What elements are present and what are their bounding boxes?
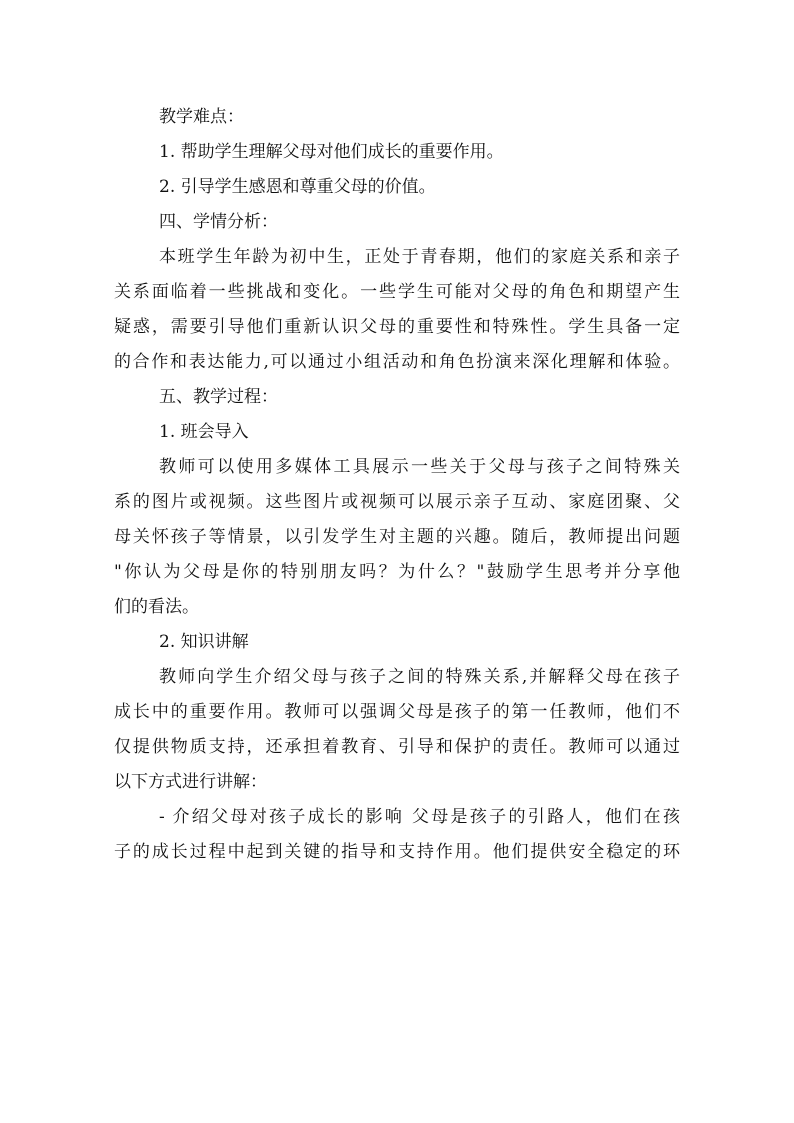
text-line: "你认为父母是你的特别朋友吗？为什么？"鼓励学生思考并分享他 [114, 562, 680, 582]
text-line: 仅提供物质支持，还承担着教育、引导和保护的责任。教师可以通过 [114, 737, 680, 757]
text-line: 们的看法。 [114, 597, 199, 617]
text-line: - 介绍父母对孩子成长的影响 父母是孩子的引路人，他们在孩 [159, 807, 680, 827]
text-line: 2. 引导学生感恩和尊重父母的价值。 [159, 177, 436, 197]
text-line: 的合作和表达能力,可以通过小组活动和角色扮演来深化理解和体验。 [114, 352, 680, 372]
text-line: 母关怀孩子等情景，以引发学生对主题的兴趣。随后，教师提出问题 [114, 527, 680, 547]
document-body [114, 100, 680, 870]
text-line: 教学难点： [159, 107, 244, 127]
text-line: 四、学情分析： [159, 212, 278, 232]
text-line: 1. 帮助学生理解父母对他们成长的重要作用。 [159, 142, 504, 162]
text-line: 以下方式进行讲解： [114, 772, 267, 792]
text-line: 疑惑，需要引导他们重新认识父母的重要性和特殊性。学生具备一定 [114, 317, 680, 337]
text-line: 教师可以使用多媒体工具展示一些关于父母与孩子之间特殊关 [159, 457, 680, 477]
text-line: 五、教学过程： [159, 387, 278, 407]
text-line: 子的成长过程中起到关键的指导和支持作用。他们提供安全稳定的环 [114, 842, 680, 862]
text-line: 关系面临着一些挑战和变化。一些学生可能对父母的角色和期望产生 [114, 282, 680, 302]
text-line: 本班学生年龄为初中生，正处于青春期，他们的家庭关系和亲子 [159, 247, 680, 267]
text-line: 成长中的重要作用。教师可以强调父母是孩子的第一任教师，他们不 [114, 702, 680, 722]
text-line: 2. 知识讲解 [159, 632, 249, 652]
text-line: 系的图片或视频。这些图片或视频可以展示亲子互动、家庭团聚、父 [114, 492, 680, 512]
text-line: 1. 班会导入 [159, 422, 249, 442]
text-line: 教师向学生介绍父母与孩子之间的特殊关系,并解释父母在孩子 [159, 667, 680, 687]
